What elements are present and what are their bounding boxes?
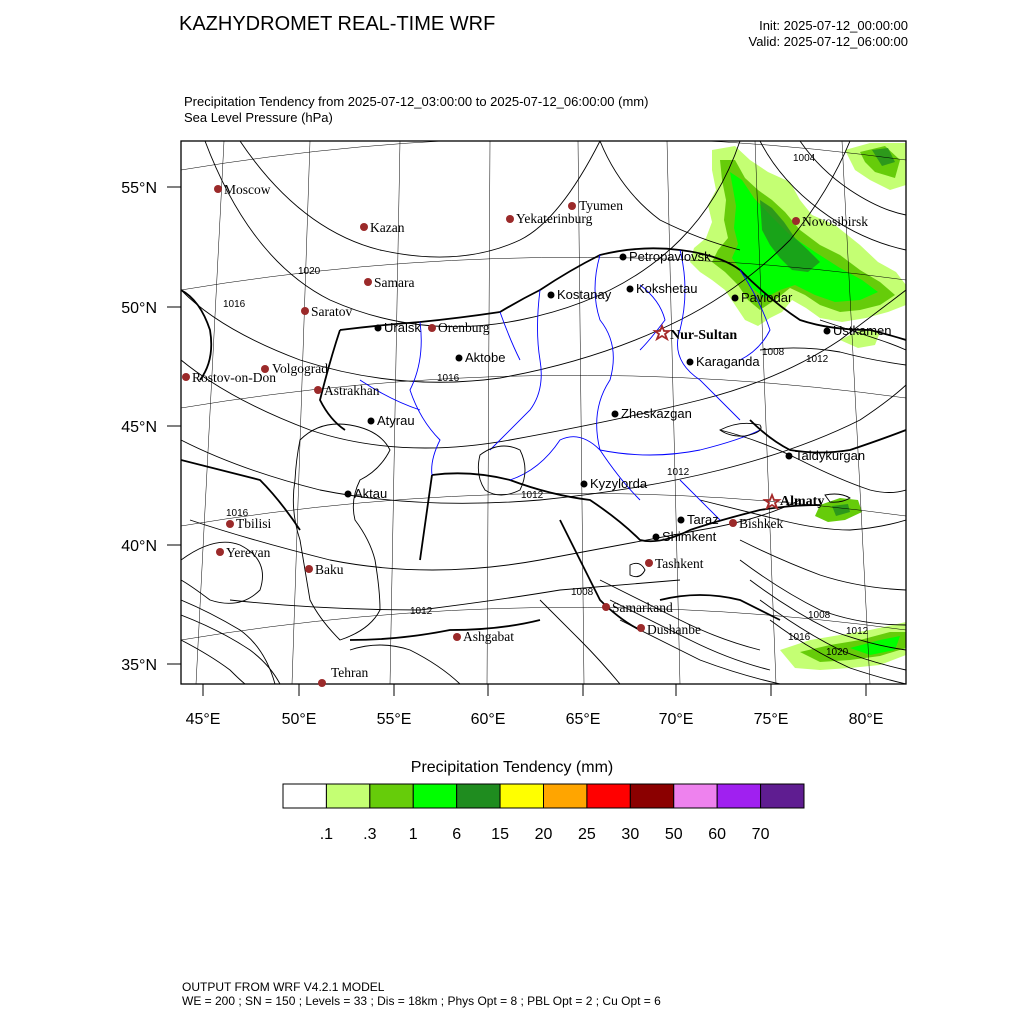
svg-text:Tehran: Tehran — [331, 665, 369, 680]
colorbar-box — [370, 784, 413, 808]
city-marker-kz — [687, 354, 761, 369]
svg-text:Volgograd: Volgograd — [272, 361, 328, 376]
isobar-label: 1008 — [808, 610, 831, 621]
lon-label: 50°E — [281, 711, 317, 728]
isobar-label: 1004 — [793, 153, 816, 164]
colorbar-label: 60 — [708, 826, 727, 843]
svg-text:Nur-Sultan: Nur-Sultan — [670, 328, 738, 343]
svg-text:Astrakhan: Astrakhan — [324, 383, 380, 398]
svg-text:Samara: Samara — [374, 275, 415, 290]
lon-label: 80°E — [848, 711, 884, 728]
lon-label: 55°E — [376, 711, 412, 728]
svg-text:Aktobe: Aktobe — [465, 350, 506, 365]
svg-text:Atyrau: Atyrau — [377, 413, 415, 428]
city-marker-kz — [581, 476, 648, 491]
svg-text:Yerevan: Yerevan — [226, 545, 271, 560]
colorbar-label: 30 — [621, 826, 640, 843]
map-title: KAZHYDROMET REAL-TIME WRF — [179, 13, 496, 35]
svg-text:Baku: Baku — [315, 562, 344, 577]
isobar-label: 1020 — [826, 647, 849, 658]
colorbar-box — [630, 784, 673, 808]
colorbar-box — [587, 784, 630, 808]
city-marker-foreign — [314, 383, 380, 398]
city-marker-foreign — [506, 211, 593, 226]
svg-text:Tashkent: Tashkent — [655, 556, 704, 571]
colorbar-label: 1 — [408, 826, 418, 843]
colorbar-label: 15 — [491, 826, 509, 843]
colorbar-box — [717, 784, 760, 808]
svg-text:Taraz: Taraz — [687, 512, 719, 527]
svg-text:Moscow: Moscow — [224, 182, 271, 197]
svg-text:Ustkamen: Ustkamen — [833, 323, 892, 338]
colorbar-box — [674, 784, 717, 808]
field-subtitle-slp: Sea Level Pressure (hPa) — [184, 110, 333, 125]
svg-text:Kokshetau: Kokshetau — [636, 281, 698, 296]
lat-label: 55°N — [121, 180, 157, 197]
lat-label: 35°N — [121, 657, 157, 674]
svg-text:Samarkand: Samarkand — [612, 600, 673, 615]
svg-text:Tbilisi: Tbilisi — [236, 516, 272, 531]
lon-label: 75°E — [753, 711, 789, 728]
svg-text:Kazan: Kazan — [370, 220, 405, 235]
svg-text:Yekaterinburg: Yekaterinburg — [516, 211, 593, 226]
colorbar-box — [500, 784, 543, 808]
svg-text:Bishkek: Bishkek — [739, 516, 784, 531]
colorbar-label: 25 — [578, 826, 596, 843]
isobar-label: 1016 — [223, 299, 246, 310]
field-subtitle-precip: Precipitation Tendency from 2025-07-12_03:00:00 to 2025-07-12_06:00:00 (mm) — [184, 94, 649, 109]
svg-text:Uralsk: Uralsk — [384, 320, 421, 335]
svg-text:Aktau: Aktau — [354, 486, 388, 501]
isobar-label: 1012 — [806, 354, 829, 365]
colorbar-label: 70 — [751, 826, 770, 843]
city-marker-foreign — [602, 600, 673, 615]
isobar-label: 1016 — [437, 373, 460, 384]
svg-text:Karaganda: Karaganda — [696, 354, 760, 369]
svg-text:Kyzylorda: Kyzylorda — [590, 476, 648, 491]
svg-text:Orenburg: Orenburg — [438, 320, 490, 335]
svg-text:Zheskazgan: Zheskazgan — [621, 406, 692, 421]
colorbar-label: .1 — [319, 826, 334, 843]
colorbar-box — [457, 784, 500, 808]
legend-title: Precipitation Tendency (mm) — [410, 759, 614, 776]
lat-label: 40°N — [121, 538, 157, 555]
svg-text:Saratov: Saratov — [311, 304, 353, 319]
lon-label: 45°E — [185, 711, 221, 728]
svg-text:Petropavlovsk: Petropavlovsk — [629, 249, 711, 264]
city-marker-foreign — [453, 629, 514, 644]
lon-label: 60°E — [470, 711, 506, 728]
city-marker-kz — [548, 287, 612, 302]
svg-text:Novosibirsk: Novosibirsk — [802, 214, 869, 229]
city-marker-foreign — [792, 214, 868, 229]
colorbar-label: 20 — [534, 826, 553, 843]
colorbar-label: 50 — [664, 826, 683, 843]
isobar-label: 1012 — [521, 490, 544, 501]
svg-text:Shimkent: Shimkent — [662, 529, 717, 544]
isobar-label: 1016 — [788, 632, 811, 643]
footer-model: OUTPUT FROM WRF V4.2.1 MODEL — [182, 980, 385, 994]
colorbar-label: 6 — [452, 826, 462, 843]
colorbar-box — [413, 784, 456, 808]
city-marker-kz — [786, 448, 866, 463]
svg-text:Kostanay: Kostanay — [557, 287, 612, 302]
svg-text:Rostov-on-Don: Rostov-on-Don — [192, 370, 276, 385]
colorbar-box — [761, 784, 804, 808]
city-marker-kz — [627, 281, 698, 296]
isobar-label: 1020 — [298, 266, 321, 277]
city-marker-foreign — [637, 622, 701, 637]
svg-text:Dushanbe: Dushanbe — [647, 622, 701, 637]
svg-text:Ashgabat: Ashgabat — [463, 629, 514, 644]
colorbar-label: .3 — [363, 826, 377, 843]
city-marker-kz — [732, 290, 793, 305]
isobar-label: 1008 — [571, 587, 594, 598]
svg-text:Taldykurgan: Taldykurgan — [795, 448, 866, 463]
city-marker-foreign — [428, 320, 490, 335]
colorbar — [282, 783, 806, 811]
isobar-label: 1012 — [667, 467, 690, 478]
lat-label: 45°N — [121, 419, 157, 436]
svg-text:Almaty: Almaty — [780, 494, 825, 509]
colorbar-box — [544, 784, 587, 808]
lat-label: 50°N — [121, 300, 157, 317]
city-marker-foreign — [182, 370, 276, 385]
isobar-label: 1016 — [226, 508, 249, 519]
city-marker-kz — [612, 406, 692, 421]
svg-text:Pavlodar: Pavlodar — [741, 290, 793, 305]
footer-settings: WE = 200 ; SN = 150 ; Levels = 33 ; Dis = 18km ; Phys Opt = 8 ; PBL Opt = 2 ; Cu Opt = 6 — [182, 994, 661, 1008]
isobar-label: 1008 — [762, 347, 785, 358]
city-marker-kz — [824, 323, 892, 338]
city-marker-kz — [620, 249, 712, 264]
isobar-label: 1012 — [846, 626, 869, 637]
colorbar-box — [283, 784, 326, 808]
svg-text:Tyumen: Tyumen — [579, 198, 624, 213]
city-marker-kz — [653, 529, 717, 544]
lon-label: 70°E — [658, 711, 694, 728]
colorbar-box — [326, 784, 369, 808]
valid-time: Valid: 2025-07-12_06:00:00 — [748, 34, 908, 49]
lon-label: 65°E — [565, 711, 601, 728]
init-time: Init: 2025-07-12_00:00:00 — [759, 18, 908, 33]
isobar-label: 1012 — [410, 606, 433, 617]
